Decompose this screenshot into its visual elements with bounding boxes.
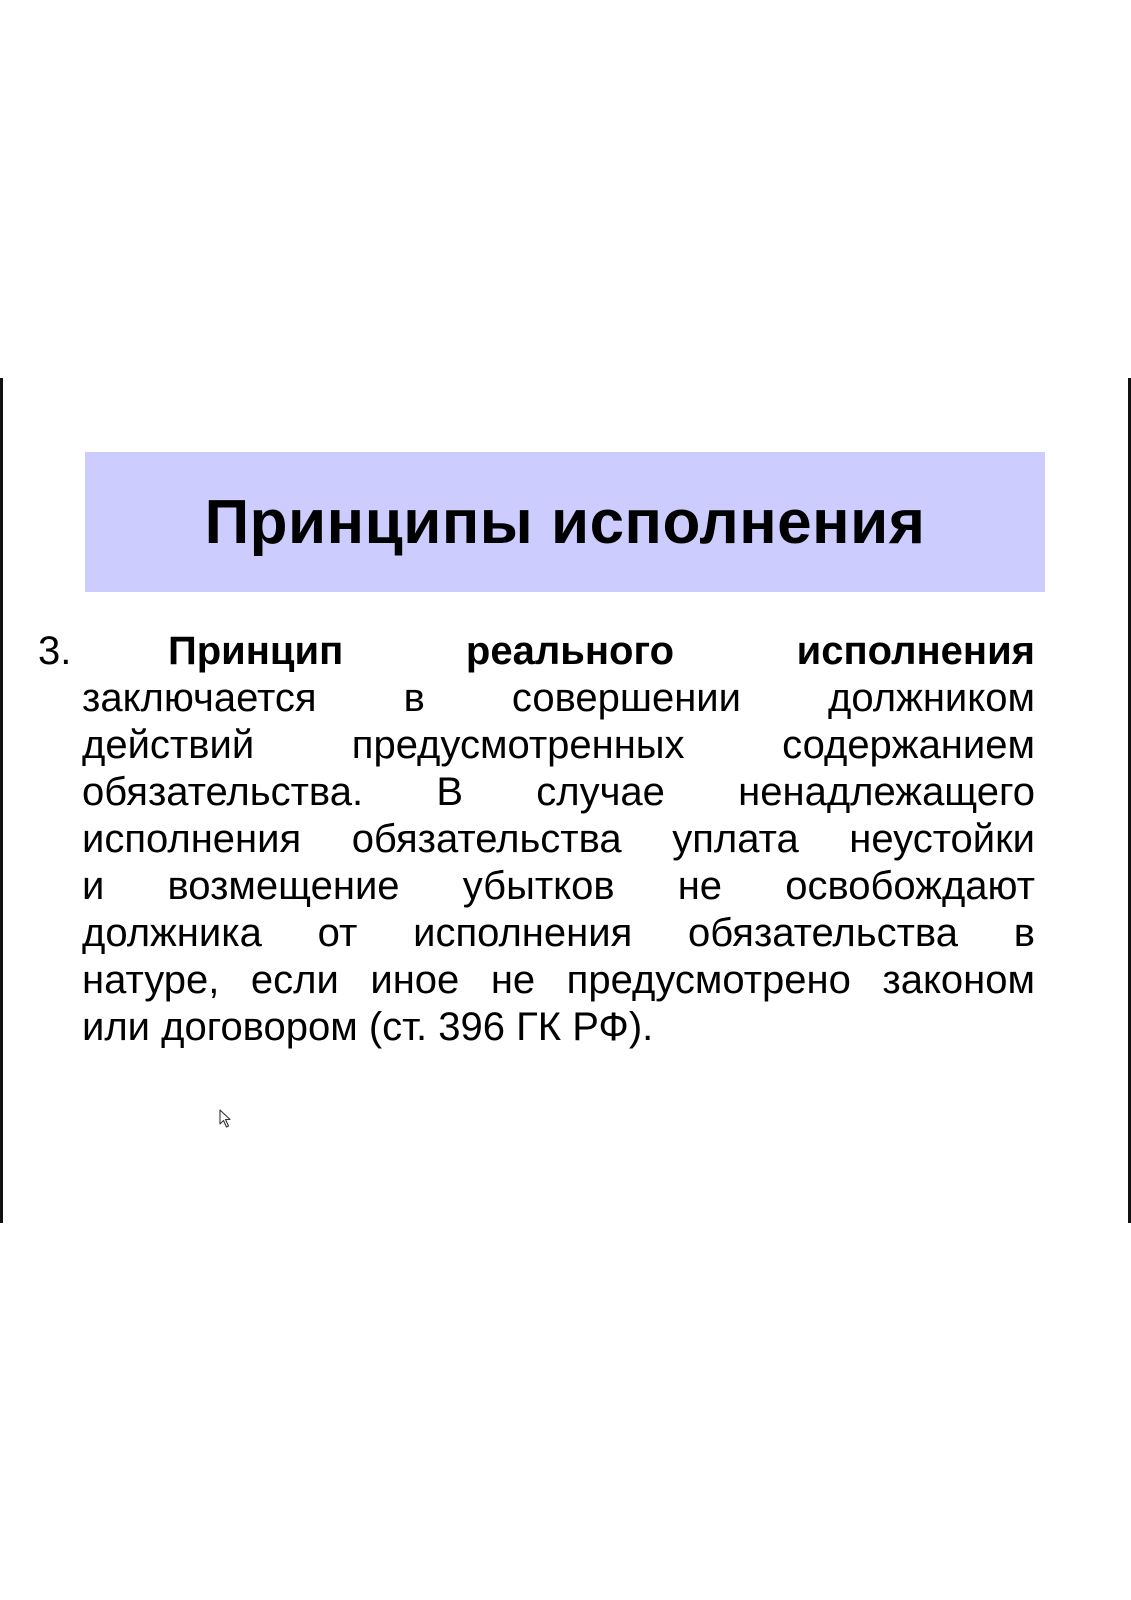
paragraph-word: в	[1013, 911, 1035, 955]
paragraph-word: если	[250, 958, 339, 1002]
paragraph-line	[82, 816, 1035, 863]
paragraph-word: ненадлежащего	[738, 770, 1035, 814]
paragraph-word: обязательства.	[82, 770, 364, 814]
principle-paragraph	[82, 628, 1035, 1051]
paragraph-line	[82, 769, 1035, 816]
paragraph-line	[82, 675, 1035, 722]
paragraph-word: В	[436, 770, 464, 814]
paragraph-word: исполнения	[82, 817, 302, 861]
paragraph-word: и	[82, 864, 105, 908]
paragraph-word: исполнения	[796, 629, 1035, 673]
paragraph-word: убытков	[462, 864, 615, 908]
slide-title: Принципы исполнения	[204, 487, 926, 557]
paragraph-line	[82, 910, 1035, 957]
paragraph-word: обязательства	[351, 817, 622, 861]
paragraph-word: неустойки	[849, 817, 1035, 861]
paragraph-word: исполнения	[413, 911, 633, 955]
paragraph-word: должника	[82, 911, 262, 955]
paragraph-word: не	[490, 958, 536, 1002]
paragraph-word: содержанием	[782, 723, 1035, 767]
slide-title-bar	[85, 452, 1045, 592]
slide-left-border	[0, 378, 3, 1223]
paragraph-line	[82, 1004, 1035, 1051]
paragraph-line	[82, 722, 1035, 769]
paragraph-word: в	[403, 676, 425, 720]
paragraph-word: натуре,	[82, 958, 220, 1002]
paragraph-word: законом	[882, 958, 1035, 1002]
paragraph-line	[82, 863, 1035, 910]
paragraph-line	[82, 628, 1035, 675]
paragraph-word: заключается	[82, 676, 317, 720]
paragraph-word: предусмотрено	[566, 958, 851, 1002]
paragraph-word: уплата	[672, 817, 799, 861]
paragraph-word: иное	[370, 958, 460, 1002]
mouse-pointer-icon	[219, 1109, 233, 1129]
paragraph-word: обязательства	[688, 911, 958, 955]
paragraph-word: случае	[536, 770, 665, 814]
paragraph-word: не	[677, 864, 723, 908]
list-item-number: 3.	[38, 629, 72, 673]
paragraph-word: освобождают	[785, 864, 1035, 908]
paragraph-word: Принцип	[168, 629, 344, 673]
paragraph-word: предусмотренных	[351, 723, 685, 767]
paragraph-line	[82, 957, 1035, 1004]
paragraph-word: реального	[465, 629, 675, 673]
paragraph-word: должником	[828, 676, 1035, 720]
paragraph-word: действий	[82, 723, 255, 767]
paragraph-word: возмещение	[167, 864, 400, 908]
paragraph-word: совершении	[511, 676, 741, 720]
paragraph-word: или договором (ст. 396 ГК РФ).	[82, 1005, 654, 1049]
paragraph-word: от	[317, 911, 358, 955]
